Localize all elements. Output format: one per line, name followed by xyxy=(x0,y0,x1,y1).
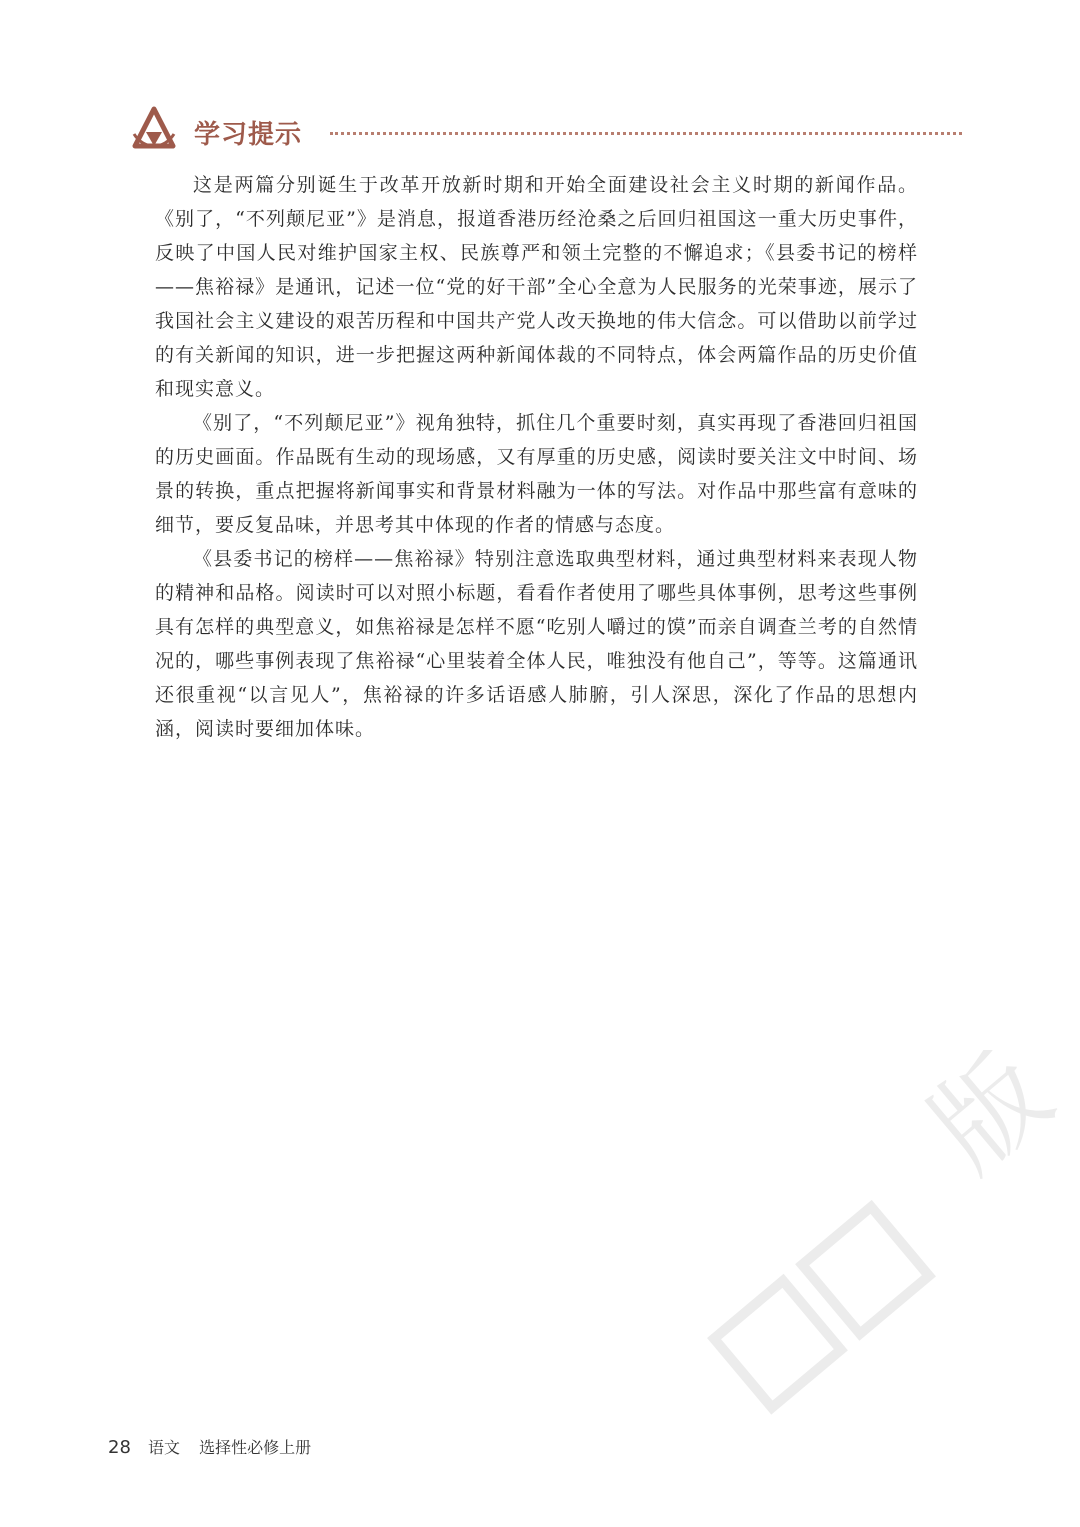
paragraph: 这是两篇分别诞生于改革开放新时期和开始全面建设社会主义时期的新闻作品。《别了，“不列颠尼亚”》是消息，报道香港历经沧桑之后回归祖国这一重大历史事件，反映了中国人民对维护国家主权、民族尊严和领土完整的不懈追求；《县委书记的榜样——焦裕禄》是通讯，记述一位“党的好干部”全心全意为人民服务的光荣事迹，展示了我国社会主义建设的艰苦历程和中国共产党人改天换地的伟大信念。可以借助以前学过的有关新闻的知识，进一步把握这两种新闻体裁的不同特点，体会两篇作品的历史价值和现实意义。 xyxy=(155,174,918,400)
paragraph: 《县委书记的榜样——焦裕禄》特别注意选取典型材料，通过典型材料来表现人物的精神和品格。阅读时可以对照小标题，看看作者使用了哪些具体事例，思考这些事例具有怎样的典型意义，如焦裕禄是怎样不愿“吃别人嚼过的馍”而亲自调查兰考的自然情况的，哪些事例表现了焦裕禄“心里装着全体人民，唯独没有他自己”，等等。这篇通讯还很重视“以言见人”，焦裕禄的许多话语感人肺腑，引人深思，深化了作品的思想内涵，阅读时要细加体味。 xyxy=(155,548,918,740)
triangle-emblem-icon xyxy=(132,106,176,152)
section-title: 学习提示 xyxy=(194,120,303,150)
dotted-divider xyxy=(330,132,962,135)
body-text xyxy=(155,168,918,746)
section-header xyxy=(132,106,962,158)
watermark-char: 版 xyxy=(907,1050,1074,1196)
paragraph: 《别了，“不列颠尼亚”》视角独特，抓住几个重要时刻，真实再现了香港回归祖国的历史画面。作品既有生动的现场感，又有厚重的历史感，阅读时要关注文中时间、场景的转换，重点把握将新闻事实和背景材料融为一体的写法。对作品中那些富有意味的细节，要反复品味，并思考其中体现的作者的情感与态度。 xyxy=(155,412,918,536)
page-number: 28 xyxy=(108,1437,131,1458)
page-footer xyxy=(108,1435,311,1459)
footer-book-title: 选择性必修上册 xyxy=(199,1438,312,1457)
diagonal-watermark-icon xyxy=(660,1050,1080,1470)
footer-subject: 语文 xyxy=(148,1438,181,1457)
